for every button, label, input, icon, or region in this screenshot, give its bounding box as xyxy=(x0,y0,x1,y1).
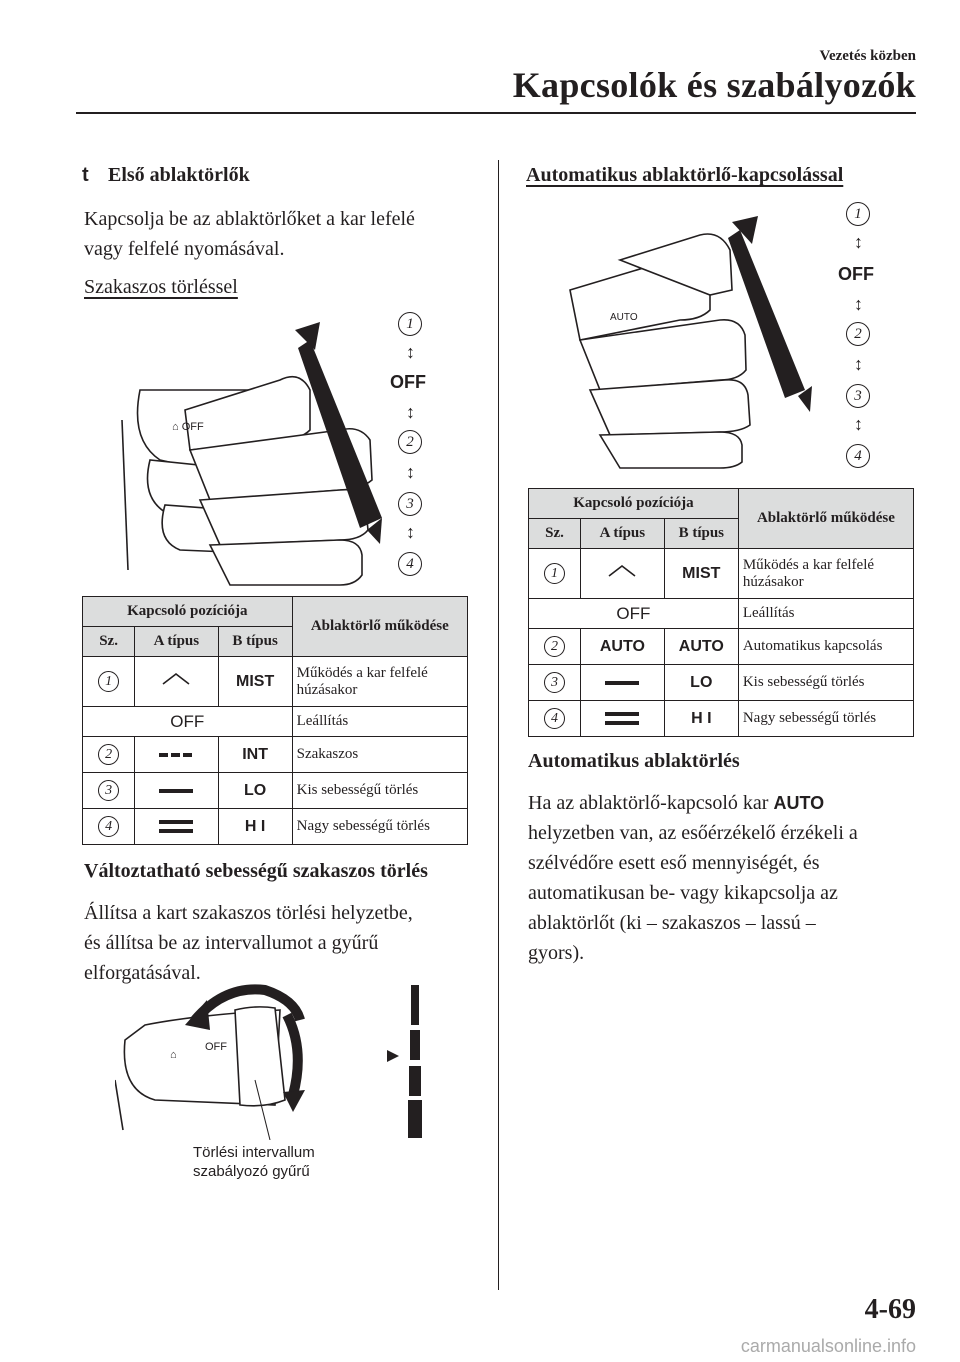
subheading-auto-wiping: Automatikus ablaktörlés xyxy=(528,750,740,772)
para-auto-2: helyzetben van, az esőérzékelő érzékeli a xyxy=(528,822,858,844)
para-auto-5: ablaktörlőt (ki – szakaszos – lassú – xyxy=(528,912,816,934)
table-row: 2 INT Szakaszos xyxy=(83,737,468,773)
th-position: Kapcsoló pozíciója xyxy=(529,489,739,519)
th-no: Sz. xyxy=(529,519,581,549)
single-bar-icon xyxy=(605,681,639,685)
diagram-left-off: OFF xyxy=(390,372,426,392)
table-row: 3 LO Kis sebességű törlés xyxy=(83,773,468,809)
table-row: 1 MIST Működés a kar felfelé húzásakor xyxy=(529,549,914,599)
para-auto-1: Ha az ablaktörlő-kapcsoló kar AUTO xyxy=(528,792,825,814)
intro-line-1: Kapcsolja be az ablaktörlőket a kar lefelé xyxy=(84,208,415,230)
wiper-lever-diagram xyxy=(110,300,490,590)
up-chevron-icon xyxy=(135,657,218,707)
th-type-b: B típus xyxy=(664,519,738,549)
arrow-updown-icon: ↕ xyxy=(854,232,863,252)
diagram-right-n1: 1 xyxy=(846,202,870,226)
table-row: 1 MIST Működés a kar felfelé húzásakor xyxy=(83,657,468,707)
table-row: 3 LO Kis sebességű törlés xyxy=(529,665,914,701)
subheading-variable: Változtatható sebességű szakaszos törlés xyxy=(84,860,428,882)
header-rule xyxy=(76,112,916,114)
auto-wiper-lever-diagram xyxy=(560,200,830,470)
interval-ring-diagram xyxy=(115,980,445,1140)
switch-table-right xyxy=(528,488,914,737)
section-heading: Első ablaktörlők xyxy=(108,164,250,186)
watermark: carmanualsonline.info xyxy=(740,1336,916,1356)
svg-text:⌂: ⌂ xyxy=(170,1049,177,1061)
diagram-right-n4: 4 xyxy=(846,444,870,468)
para-auto-6: gyors). xyxy=(528,942,585,964)
th-position: Kapcsoló pozíciója xyxy=(83,597,293,627)
th-type-b: B típus xyxy=(218,627,292,657)
page-number: 4-69 xyxy=(864,1294,916,1325)
subheading-auto: Automatikus ablaktörlő-kapcsolással xyxy=(526,164,844,186)
page-title: Kapcsolók és szabályozók xyxy=(512,65,916,105)
para-auto-4: automatikusan be- vagy kikapcsolja az xyxy=(528,882,838,904)
diagram-left-n2: 2 xyxy=(398,430,422,454)
diagram-left-n1: 1 xyxy=(398,312,422,336)
th-operation: Ablaktörlő működése xyxy=(292,597,467,657)
table-row: 4 H I Nagy sebességű törlés xyxy=(83,809,468,845)
table-row: OFF Leállítás xyxy=(529,599,914,629)
dashed-bar-icon xyxy=(159,753,193,757)
ring-caption-1: Törlési intervallum xyxy=(193,1144,315,1161)
svg-text:⌂ OFF: ⌂ OFF xyxy=(172,421,204,433)
single-bar-icon xyxy=(159,789,193,793)
diagram-left-n3: 3 xyxy=(398,492,422,516)
th-no: Sz. xyxy=(83,627,135,657)
double-bar-icon xyxy=(159,820,193,833)
svg-text:OFF: OFF xyxy=(205,1041,227,1053)
arrow-updown-icon: ↕ xyxy=(406,402,415,422)
double-bar-icon xyxy=(605,712,639,725)
up-chevron-icon xyxy=(581,549,665,599)
table-row: 4 H I Nagy sebességű törlés xyxy=(529,701,914,737)
svg-text:AUTO: AUTO xyxy=(610,312,638,323)
arrow-updown-icon: ↕ xyxy=(854,294,863,314)
heading-glyph: t xyxy=(82,164,89,186)
diagram-right-n2: 2 xyxy=(846,322,870,346)
table-row: OFF Leállítás xyxy=(83,707,468,737)
th-operation: Ablaktörlő működése xyxy=(738,489,913,549)
para-variable-3: elforgatásával. xyxy=(84,962,201,984)
para-auto-3: szélvédőre esett eső mennyiségét, és xyxy=(528,852,820,874)
table-row: 2 AUTO AUTO Automatikus kapcsolás xyxy=(529,629,914,665)
th-type-a: A típus xyxy=(581,519,665,549)
arrow-updown-icon: ↕ xyxy=(854,414,863,434)
para-variable-1: Állítsa a kart szakaszos törlési helyzetbe, xyxy=(84,902,413,924)
ring-caption-2: szabályozó gyűrű xyxy=(193,1163,310,1180)
diagram-right-n3: 3 xyxy=(846,384,870,408)
arrow-updown-icon: ↕ xyxy=(406,342,415,362)
arrow-updown-icon: ↕ xyxy=(406,522,415,542)
intro-line-2: vagy felfelé nyomásával. xyxy=(84,238,285,260)
arrow-updown-icon: ↕ xyxy=(854,354,863,374)
section-label: Vezetés közben xyxy=(819,48,916,64)
subheading-intermittent: Szakaszos törléssel xyxy=(84,276,238,298)
switch-table-left xyxy=(82,596,468,845)
diagram-left-n4: 4 xyxy=(398,552,422,576)
column-divider xyxy=(498,160,499,1290)
arrow-updown-icon: ↕ xyxy=(406,462,415,482)
th-type-a: A típus xyxy=(135,627,218,657)
para-variable-2: és állítsa be az intervallumot a gyűrű xyxy=(84,932,379,954)
diagram-right-off: OFF xyxy=(838,264,874,284)
